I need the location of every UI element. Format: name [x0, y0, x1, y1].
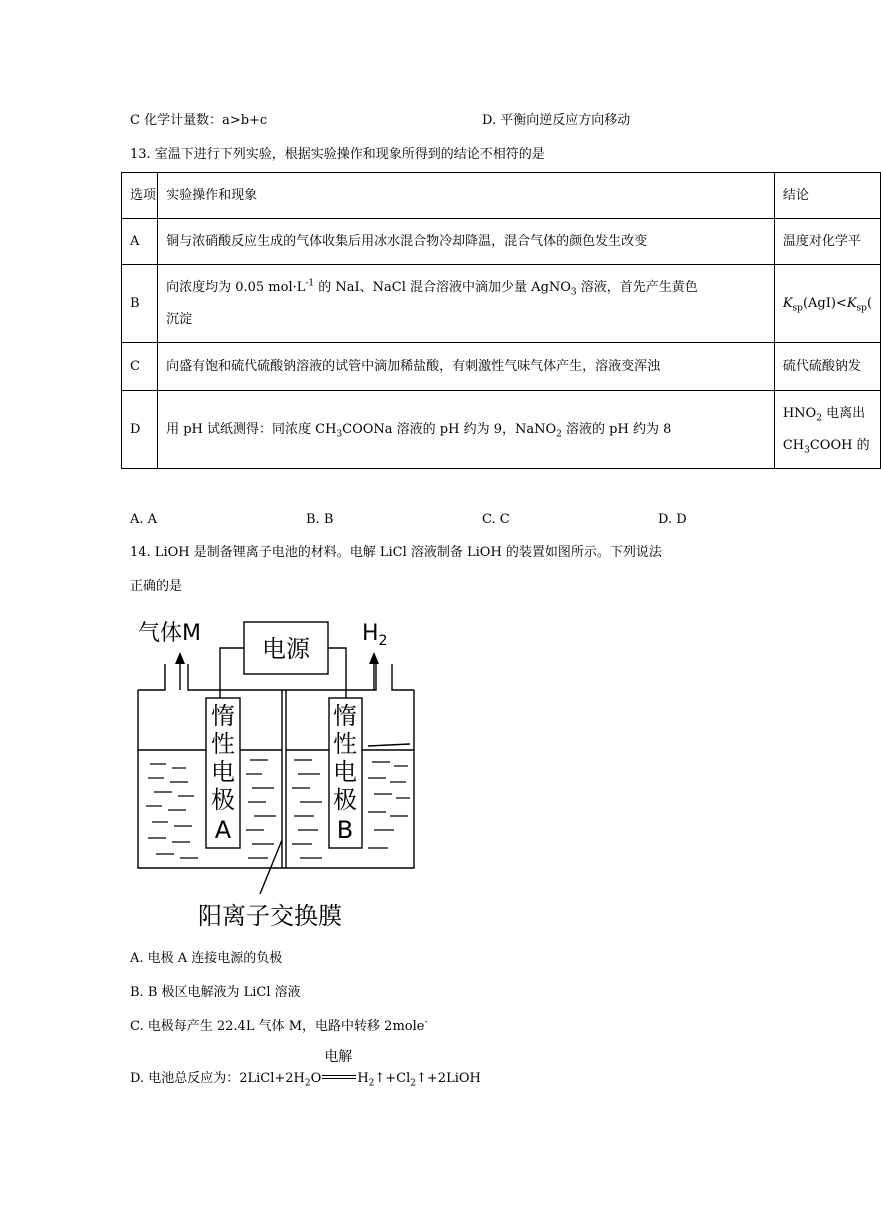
svg-text:性: 性	[333, 730, 357, 758]
q14-option-d: D. 电池总反应为：$2LiCl+2H_2O$ 电解 $H_2↑+Cl_2↑+2LiOH$	[130, 1049, 481, 1089]
electrolysis-diagram	[128, 612, 428, 934]
row-a-operation: 铜与浓硝酸反应生成的气体收集后用冰水混合物冷却降温，混合气体的颜色发生改变	[158, 219, 775, 265]
row-c-option: C	[122, 343, 158, 391]
svg-text:极: 极	[211, 786, 235, 814]
q14-option-a: A. 电极 A 连接电源的负极	[130, 951, 283, 966]
row-a-option: A	[122, 219, 158, 265]
q13-choice-a: A. A	[130, 512, 158, 527]
table-row	[122, 391, 881, 469]
q14-stem-line1: 14. LiOH 是制备锂离子电池的材料。电解 LiCl 溶液制备 LiOH 的装置如图所示。下列说法	[130, 545, 662, 560]
svg-text:电: 电	[333, 758, 357, 786]
row-b-operation: 向浓度均为 0.05 $mol\cdot L^{-1}$ 的 NaI、NaCl 混合溶液中滴加少量 AgNO$_3$ 溶液，首先产生黄色 沉淀	[158, 265, 775, 343]
row-b-option: B	[122, 265, 158, 343]
svg-text:惰: 惰	[211, 702, 235, 730]
svg-text:B: B	[336, 816, 354, 844]
q12-option-c: C 化学计量数：a>b+c	[130, 113, 268, 128]
row-d-operation: 用 pH 试纸测得：同浓度 $CH_3COONa$ 溶液的 pH 约为 9，NaNO$_2$ 溶液的 pH 约为 8	[158, 391, 775, 469]
q12-option-d: D. 平衡向逆反应方向移动	[482, 113, 631, 128]
electrolysis-condition-label: 电解	[324, 1049, 353, 1065]
table-row	[122, 219, 881, 265]
electrode-b-label	[333, 702, 357, 844]
q14-stem-line2: 正确的是	[130, 579, 183, 594]
svg-text:电: 电	[211, 758, 235, 786]
membrane-label: 阳离子交换膜	[198, 902, 342, 930]
svg-text:性: 性	[211, 730, 235, 758]
q13-choice-c: C. C	[482, 512, 510, 527]
q13-experiment-table	[121, 172, 881, 469]
row-d-option: D	[122, 391, 158, 469]
svg-text:惰: 惰	[333, 702, 357, 730]
row-c-operation: 向盛有饱和硫代硫酸钠溶液的试管中滴加稀盐酸，有刺激性气味气体产生，溶液变浑浊	[158, 343, 775, 391]
table-row	[122, 343, 881, 391]
row-b-conclusion: $K_{sp}(AgI)<K_{sp}$(	[774, 265, 880, 343]
table-header-row	[122, 173, 881, 219]
h2-label: $H_2$	[362, 621, 388, 649]
q13-stem: 13. 室温下进行下列实验，根据实验操作和现象所得到的结论不相符的是	[130, 147, 545, 162]
svg-text:A: A	[214, 816, 232, 844]
q14-option-b: B. B 极区电解液为 LiCl 溶液	[130, 985, 301, 1000]
q13-choice-d: D. D	[658, 512, 687, 527]
power-source-label: 电源	[262, 635, 310, 663]
electrolysis-condition-arrow	[322, 1049, 356, 1089]
electrode-a-label	[211, 702, 235, 844]
q13-choice-b: B. B	[306, 512, 334, 527]
header-operation: 实验操作和现象	[158, 173, 775, 219]
svg-text:极: 极	[333, 786, 357, 814]
row-a-conclusion: 温度对化学平	[774, 219, 880, 265]
table-row	[122, 265, 881, 343]
header-option: 选项	[122, 173, 158, 219]
row-d-conclusion: $HNO_2$ 电离出 $CH_3COOH$ 的	[774, 391, 880, 469]
gas-m-label: 气体M	[138, 621, 201, 646]
row-c-conclusion: 硫代硫酸钠发	[774, 343, 880, 391]
header-conclusion: 结论	[774, 173, 880, 219]
q14-option-c: C. 电极每产生 22.4L 气体 M，电路中转移 2mole-	[130, 1017, 428, 1034]
